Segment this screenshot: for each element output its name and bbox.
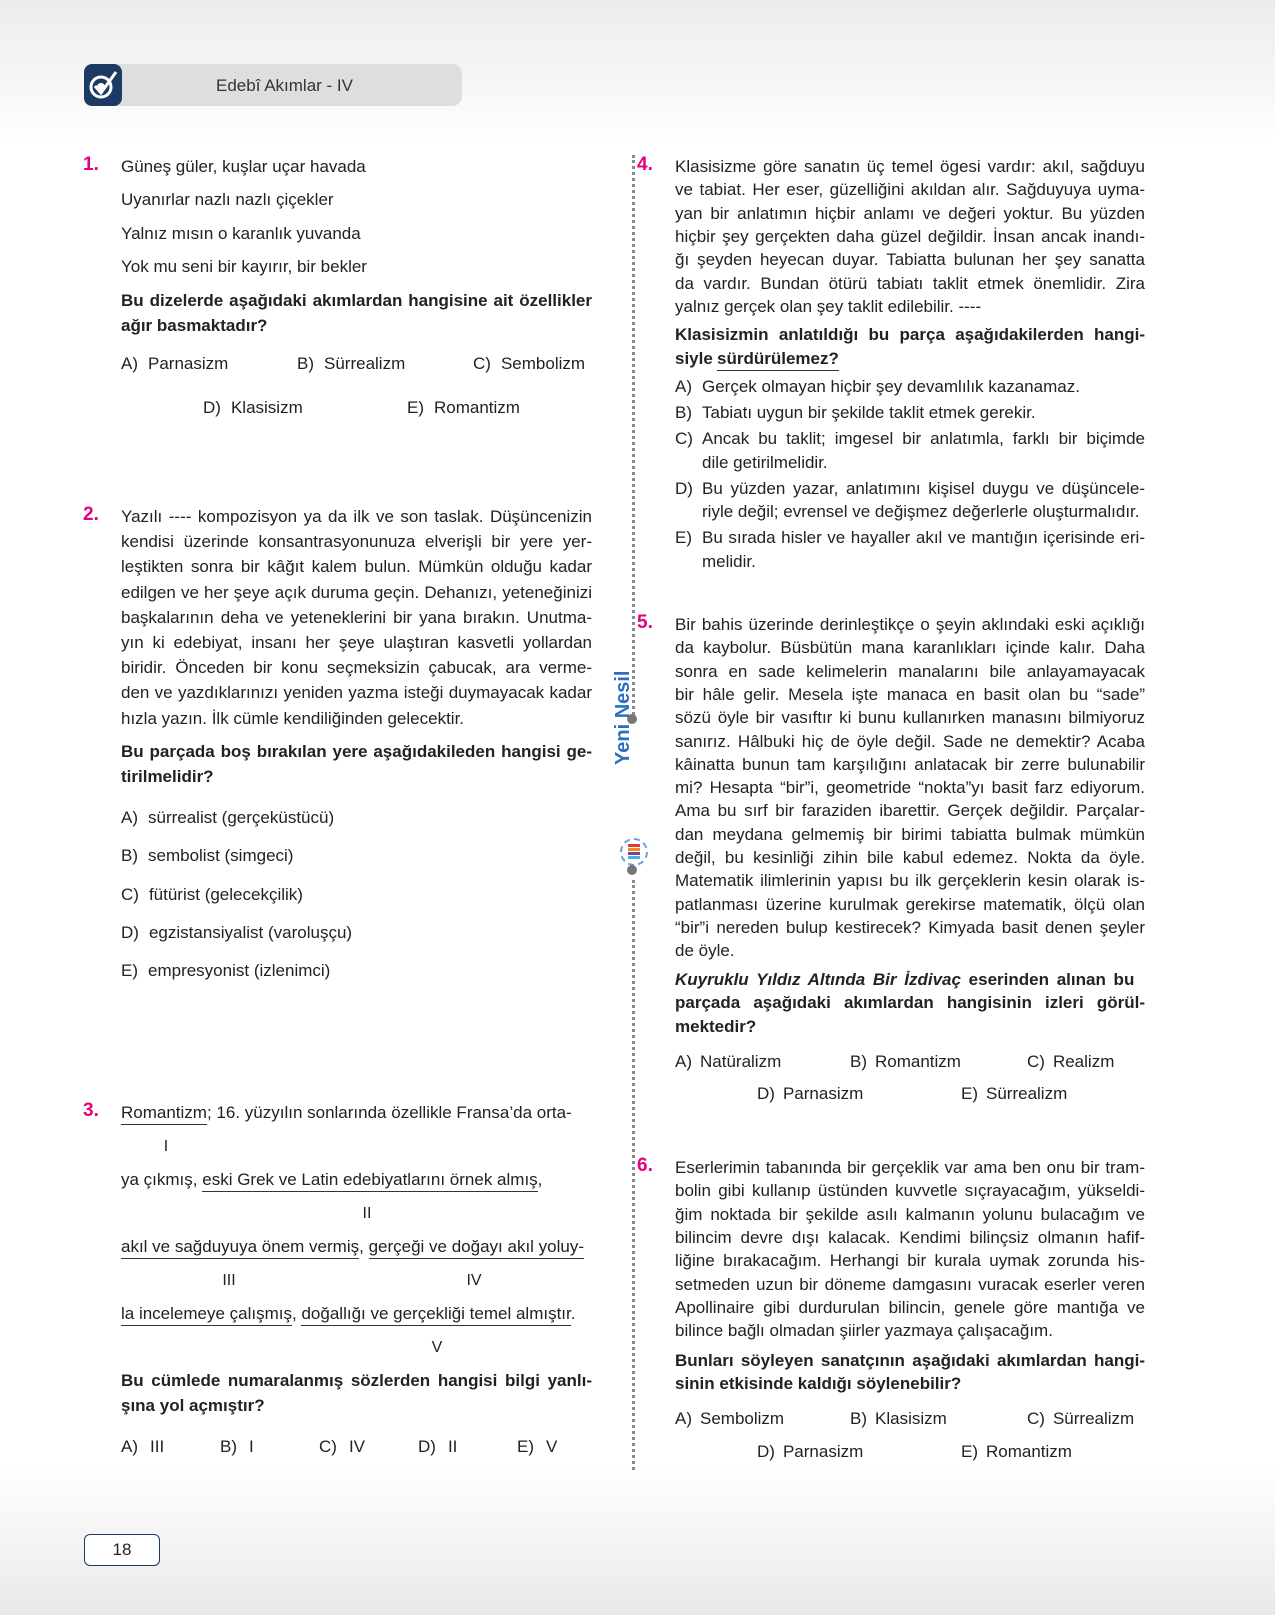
answer-option[interactable] <box>297 352 405 375</box>
text-segment: ; 16. yüzyılın sonlarında özellikle Fransa’da orta- <box>206 1103 572 1122</box>
prompt-line: Bunları söyleyen sanatçının aşağıdaki akımlardan hangi- <box>675 1351 1145 1370</box>
stem-line: dan meydana gelmemiş bir birimi tabiatta bulmak mümkün <box>675 824 1145 844</box>
question-number: 5. <box>637 612 653 633</box>
option-text: fütürist (gelecekçilik) <box>148 884 303 904</box>
option-label: A) <box>121 808 138 827</box>
answer-option[interactable] <box>407 396 520 419</box>
answer-option[interactable] <box>319 1435 365 1458</box>
numbered-phrase: akıl ve sağduyuya önem vermiş <box>121 1237 359 1259</box>
answer-option[interactable] <box>1027 1407 1134 1430</box>
option-label: E) <box>675 528 692 547</box>
answer-option[interactable] <box>850 1407 947 1430</box>
option-label: C) <box>319 1437 337 1456</box>
prompt-line: siyle <box>675 349 713 368</box>
phrase-numeral: V <box>431 1339 443 1356</box>
stem-line <box>121 1302 576 1325</box>
option-text[interactable]: Gerçek olmayan hiçbir şey devamlılık kazanamaz. <box>702 377 1080 396</box>
option-text: Sembolizm <box>500 354 586 373</box>
numbered-phrase: Romantizm <box>121 1103 207 1125</box>
numbered-phrase: doğallığı ve gerçekliği temel almıştır <box>301 1304 570 1326</box>
option-label: D) <box>757 1442 775 1461</box>
work-title: Kuyruklu Yıldız Altında Bir İzdivaç <box>675 970 961 989</box>
stem-line: Klasisizme göre sanatın üç temel ögesi vardır: akıl, sağduyu <box>675 157 1145 176</box>
option-label: C) <box>473 354 491 373</box>
stem-line: Yalnız mısın o karanlık yuvanda <box>121 223 361 243</box>
answer-option[interactable] <box>1027 1050 1114 1073</box>
stem-line: Yazılı ---- kompozisyon ya da ilk ve son taslak. Düşüncenizin <box>121 507 592 526</box>
page-number: 18 <box>84 1534 160 1566</box>
prompt-line: sinin etkisinde kaldığı söylenebilir? <box>675 1374 962 1394</box>
question-number: 6. <box>637 1155 653 1176</box>
prompt-line: mektedir? <box>675 1016 757 1036</box>
answer-option[interactable] <box>121 883 303 906</box>
answer-option[interactable] <box>121 352 228 375</box>
footer-background <box>0 1465 1275 1615</box>
option-text: Romantizm <box>434 398 520 417</box>
stem-line: Ama bu sırf bir faraziden ibarettir. Gerçek değildir. Parçalar- <box>675 801 1145 821</box>
stem-line: sonra en sade kelimelerin manalarını bile anlayamayacak <box>675 661 1145 681</box>
answer-option[interactable] <box>961 1082 1067 1105</box>
option-label: A) <box>675 377 692 396</box>
stem-line: kâinatta bunun tam karşılığını anlatacak bir zerre bulunabilir <box>675 754 1145 774</box>
option-text: Sembolizm <box>700 1409 785 1428</box>
stem-line: yalnız gerçek olan şey taklit edilebilir. ---- <box>675 296 982 316</box>
answer-option[interactable] <box>757 1082 863 1105</box>
option-label: E) <box>961 1442 978 1461</box>
answer-option[interactable] <box>121 806 334 829</box>
answer-option[interactable] <box>121 1435 164 1458</box>
stem-line: “bir”i nereden bulup kestirecek? Kimyada basit denen şeyler <box>675 917 1145 937</box>
numbered-phrase: eski Grek ve Latin edebiyatlarını örnek almış <box>202 1170 537 1192</box>
answer-option[interactable] <box>473 352 585 375</box>
option-label: A) <box>675 1409 692 1428</box>
option-label: D) <box>203 398 221 417</box>
stem-line: bir hâle gelir. Mesela işte manaca en basit olan bu “sade” <box>675 684 1145 704</box>
brand-logo-icon <box>620 838 648 866</box>
stem-line: Matematik ilimlerinin yapısı bu ilk gerçeklerin kesin olarak is- <box>675 871 1145 891</box>
option-text[interactable]: Bu yüzden yazar, anlatımını kişisel duygu ve düşüncele- <box>702 478 1145 498</box>
prompt-line: tirilmelidir? <box>121 767 214 786</box>
option-label: D) <box>121 922 139 942</box>
prompt-line <box>675 968 1134 991</box>
option-label: C) <box>1027 1409 1045 1428</box>
answer-option[interactable] <box>203 396 303 419</box>
option-text: Romantizm <box>875 1052 961 1071</box>
option-label: B) <box>297 354 314 373</box>
text-segment: , <box>359 1237 369 1256</box>
answer-option[interactable] <box>850 1050 961 1073</box>
stem-line: da vardır. Bundan ötürü tabiatı taklit etmek önemlidir. Zira <box>675 273 1145 293</box>
prompt-line: ağır basmaktadır? <box>121 316 268 335</box>
option-text[interactable]: riyle değil; evrensel ve değişmez değerlerle oluşturmalıdır. <box>702 502 1140 521</box>
option-text: V <box>546 1437 558 1456</box>
stem-line: bilincim devre dışı kalacak. Kendimi bilinçsiz olmanın hafif- <box>675 1227 1145 1247</box>
answer-option[interactable] <box>418 1435 457 1458</box>
stem-line: den ve yazdıklarınızı yeniden yazma isteği duymayacak kadar <box>121 683 592 703</box>
option-text: egzistansiyalist (varoluşçu) <box>148 922 353 942</box>
underlined-word: sürdürülemez? <box>717 349 839 371</box>
option-label: D) <box>757 1084 775 1103</box>
prompt-line: Klasisizmin anlatıldığı bu parça aşağıdakilerden hangi- <box>675 325 1145 344</box>
stem-line: yın ki edebiyat, insanı her şeye ulaştıran kasvetli yollardan <box>121 633 592 652</box>
stem-line: patlanması üzerine kurulmak gerekirse matematik, ölçü olan <box>675 894 1145 914</box>
stem-line: Güneş güler, kuşlar uçar havada <box>121 157 366 176</box>
stem-line: Apollinaire gibi durdurulan bilincin, genele göre mantığa ve <box>675 1297 1145 1317</box>
stem-line <box>121 1101 572 1124</box>
option-text: Sürrealizm <box>986 1084 1068 1103</box>
phrase-numeral: II <box>362 1205 372 1222</box>
answer-option[interactable] <box>517 1435 557 1458</box>
stem-line: edilgen ve her şeye açık duruma geçin. Dehanızı, yeteneğinizi <box>121 582 592 602</box>
prompt-line: Bu dizelerde aşağıdaki akımlardan hangisine ait özellikler <box>121 291 592 310</box>
stem-line: da kaybolur. Büsbütün mana karanlıkları içinde kalır. Daha <box>675 638 1145 658</box>
option-label: C) <box>675 429 693 448</box>
option-text: Sürrealizm <box>1052 1409 1135 1428</box>
stem-line: hiçbir şey gerçekten daha güzel değildir. İnsan ancak inandı- <box>675 226 1145 246</box>
stem-line: de öyle. <box>675 941 735 961</box>
stem-line: başkalarının deha ve yeteneklerini bir yana bırakın. Unutma- <box>121 607 592 627</box>
stem-line: Uyanırlar nazlı nazlı çiçekler <box>121 190 334 210</box>
question-number: 3. <box>83 1100 99 1121</box>
phrase-numeral: IV <box>466 1272 482 1289</box>
option-text: Sürrealizm <box>324 354 406 373</box>
option-label: A) <box>121 354 138 373</box>
option-label: B) <box>121 846 138 866</box>
prompt-line: şına yol açmıştır? <box>121 1396 265 1415</box>
option-label: E) <box>961 1084 978 1103</box>
option-label: E) <box>517 1437 534 1456</box>
stem-line: Bir bahis üzerinde derinleştikçe o şeyin aklındaki eski açıklığı <box>675 615 1145 634</box>
stem-line: liğine bırakacağım. Herhangi bir kurala uymak zorunda his- <box>675 1251 1145 1271</box>
question-number: 4. <box>637 154 653 175</box>
question-number: 1. <box>83 154 99 175</box>
text-segment: , <box>292 1304 302 1323</box>
stem-line: yan bir anlatımın hiçbir anlamı ve değeri yoktur. Bu yüzden <box>675 203 1145 223</box>
answer-option[interactable] <box>757 1440 863 1463</box>
answer-option[interactable] <box>961 1440 1072 1463</box>
option-text: II <box>447 1437 458 1456</box>
answer-option[interactable] <box>220 1435 254 1458</box>
stem-line: setmeden uzun bir döneme damgasını vuracak eserler veren <box>675 1274 1145 1294</box>
option-text: Natüralizm <box>700 1052 782 1071</box>
numbered-phrase: gerçeği ve doğayı akıl yoluy- <box>369 1237 584 1259</box>
prompt-line: Bu parçada boş bırakılan yere aşağıdakileden hangisi ge- <box>121 742 592 761</box>
stem-line <box>121 1168 542 1191</box>
stem-line: ğı şeyden heyecan duyar. Tabiatta bulunan her şey sanatta <box>675 250 1145 270</box>
phrase-numeral: III <box>222 1272 236 1289</box>
option-label: B) <box>850 1409 867 1428</box>
option-text[interactable]: dile getirilmelidir. <box>702 452 828 472</box>
stem-line: bolin gibi kullanıp üstünden kuvvetle sıçrayacağım, yükseldi- <box>675 1181 1145 1201</box>
answer-option[interactable] <box>675 1050 781 1073</box>
option-label: C) <box>121 884 139 904</box>
stem-line: mi? Hesapta “bir”i, geometride “nokta”yı basit farz ediyorum. <box>675 778 1145 798</box>
option-label: D) <box>675 478 693 498</box>
page-title: Edebî Akımlar - IV <box>216 76 353 95</box>
check-circle-icon <box>84 64 122 106</box>
option-label: C) <box>1027 1052 1045 1071</box>
stem-line: kendisi üzerinde konsantrasyonunuza elverişli bir yere yer- <box>121 532 592 552</box>
brand-logo-text: Yeni Nesil <box>612 670 634 765</box>
option-text: Realizm <box>1052 1052 1115 1071</box>
option-label: B) <box>675 403 692 422</box>
stem-line: leştikten sonra bir kâğıt kalem bulun. Mümkün olduğu kadar <box>121 557 592 577</box>
option-text[interactable]: Tabiatı uygun bir şekilde taklit etmek gerekir. <box>702 403 1036 422</box>
column-divider <box>632 880 635 1470</box>
option-label: D) <box>418 1437 436 1456</box>
text-segment: . <box>570 1304 576 1323</box>
text-segment: ya çıkmış, <box>121 1170 203 1189</box>
prompt-underlined <box>717 347 839 370</box>
option-text: III <box>150 1437 165 1456</box>
option-label: E) <box>121 961 138 981</box>
option-label: B) <box>850 1052 867 1071</box>
answer-option[interactable] <box>675 1407 784 1430</box>
option-text: sembolist (simgeci) <box>148 846 294 866</box>
question-number: 2. <box>83 504 99 525</box>
option-text: IV <box>348 1437 366 1456</box>
stem-line: biridir. Önceden bir konu seçmeksizin çabucak, ara verme- <box>121 658 592 678</box>
answer-option[interactable] <box>121 844 293 867</box>
stem-line: sözü öyle bir vasıftır ki bunu kullanırken manasını bilmiyoruz <box>675 708 1145 728</box>
phrase-numeral: I <box>163 1138 169 1155</box>
option-text[interactable]: melidir. <box>702 551 756 571</box>
option-text: Parnasizm <box>148 354 229 373</box>
stem-line: bilince bağlı olmadan şiirler yazmaya çalışacağım. <box>675 1321 1053 1341</box>
stem-line: Eserlerimin tabanında bir gerçeklik var ama ben onu bir tram- <box>675 1158 1145 1177</box>
text-segment: , <box>537 1170 543 1189</box>
option-text: empresyonist (izlenimci) <box>148 961 331 981</box>
column-divider <box>632 155 635 715</box>
stem-line: ğim noktada bir şekilde asılı kalmanın yolunu bulacağım ve <box>675 1204 1145 1224</box>
option-text: I <box>249 1437 254 1456</box>
option-label: A) <box>121 1437 138 1456</box>
divider-dot <box>627 865 637 875</box>
option-label: B) <box>220 1437 237 1456</box>
option-text: Klasisizm <box>230 398 303 417</box>
answer-option[interactable] <box>121 921 352 944</box>
option-text: Parnasizm <box>782 1084 864 1103</box>
option-text: Romantizm <box>986 1442 1072 1461</box>
option-text: Klasisizm <box>875 1409 947 1428</box>
stem-line: Yok mu seni bir kayırır, bir bekler <box>121 256 367 276</box>
option-text[interactable]: Ancak bu taklit; imgesel bir anlatımla, farklı bir biçimde <box>702 429 1145 448</box>
stem-line: hızla yazın. İlk cümle kendiliğinden gelecektir. <box>121 708 465 728</box>
stem-line: sanırız. Hâlbuki hiç de öyle değil. Sade ne demektir? Acaba <box>675 731 1145 751</box>
answer-option[interactable] <box>121 959 330 982</box>
prompt-line: parçada aşağıdaki akımlardan hangisinin izleri görül- <box>675 993 1145 1013</box>
option-label: E) <box>407 398 424 417</box>
stem-line: değil, bu kesinliği zihin bile kabul edemez. Nokta da öyle. <box>675 848 1145 867</box>
option-label: A) <box>675 1052 692 1071</box>
stem-line: ve tabiat. Her eser, güzelliğini akıldan alır. Sağduyuya uyma- <box>675 180 1145 200</box>
option-text: Parnasizm <box>782 1442 864 1461</box>
option-text: sürrealist (gerçeküstücü) <box>148 808 335 827</box>
numbered-phrase: la incelemeye çalışmış <box>121 1304 292 1326</box>
option-text[interactable]: Bu sırada hisler ve hayaller akıl ve mantığın içerisinde eri- <box>702 528 1145 547</box>
stem-line <box>121 1235 584 1258</box>
prompt-text: eserinden alınan bu <box>960 970 1135 989</box>
prompt-line: Bu cümlede numaralanmış sözlerden hangisi bilgi yanlı- <box>121 1371 592 1390</box>
